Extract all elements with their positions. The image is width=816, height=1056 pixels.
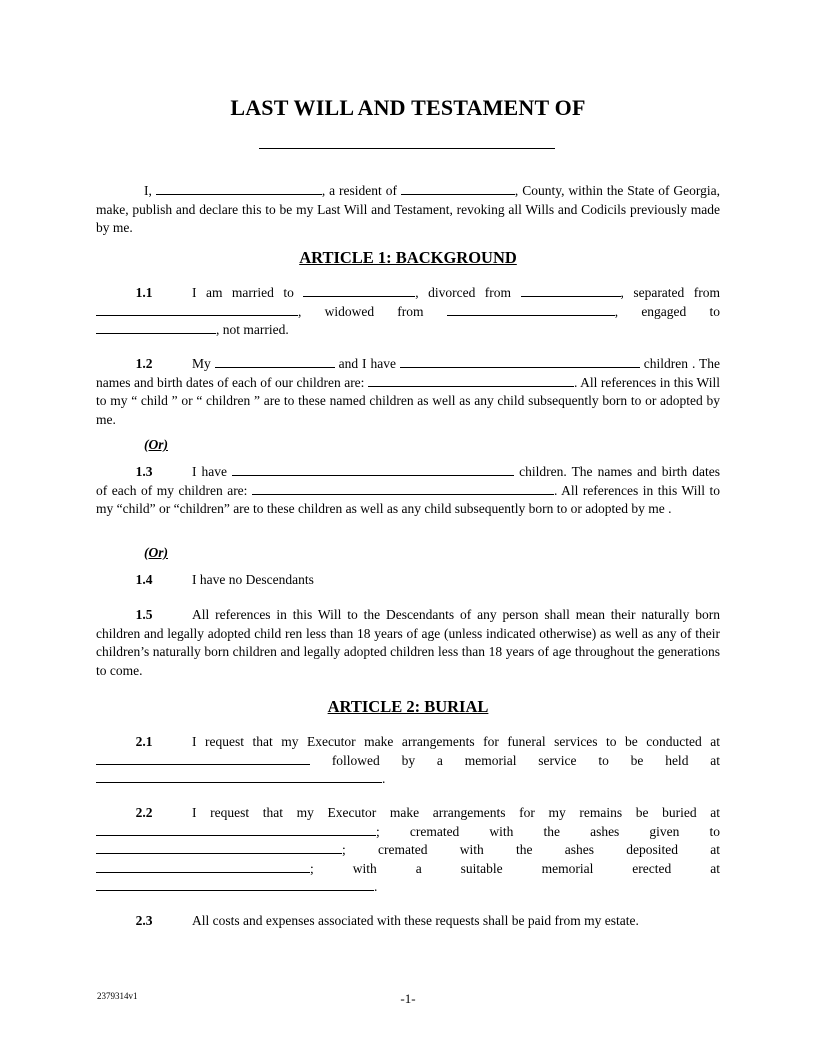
page-number: -1- [400,991,416,1006]
section-2-3 [96,912,720,931]
testator-name-field[interactable] [156,182,322,195]
article-2-heading [96,697,720,717]
section-number: 1.3 [135,464,153,479]
section-1-4 [96,571,720,590]
section-1-2-text-1: My [192,356,215,371]
engaged-to-field[interactable] [96,321,216,334]
section-1-1-text-1: I am married to [192,285,304,300]
intro-paragraph [96,182,720,238]
intro-text-2: , a resident of [321,183,401,198]
children-count-field-alt[interactable] [232,463,514,476]
section-1-2-text-3: children . The names and birth dates of each of our children are: [96,356,720,390]
section-2-2-text-5: . [374,879,378,894]
document-title: LAST WILL AND TESTAMENT OF [230,95,586,120]
section-number: 2.2 [135,805,153,820]
section-number: 1.1 [135,285,153,300]
spouse-field[interactable] [215,355,335,368]
section-2-2-text-1: I request that my Executor make arrangements for my remains be buried at [192,805,720,820]
section-1-1-text-4: , widowed from [298,303,447,319]
document-id: 2379314v1 [97,991,138,1001]
section-1-1-text-3: , separated from [620,285,720,300]
section-1-5 [96,606,720,680]
section-2-1-text-1: I request that my Executor make arrangements for funeral services to be conducted at [192,734,720,749]
burial-location-field[interactable] [96,823,376,836]
ashes-deposited-field[interactable] [96,860,310,873]
section-1-3-text-3: . All references in this Will to my “child” or “children” are to these children as well as any child subsequently born to or adopted by me . [96,482,720,516]
section-1-3-text-1: I have [192,464,233,479]
section-number: 1.2 [135,356,153,371]
section-2-1-text-2: followed by a memorial service to be held at [310,752,720,768]
section-2-2-text-3: ; cremated with the ashes deposited at [342,842,720,857]
or-separator-2: (Or) [144,545,168,560]
section-1-5-text: All references in this Will to the Descendants of any person shall mean their naturally born children and legally adopted child ren less than 18 years of age (unless indicated otherwise) as well as any of their children’s naturally born children and legally adopted children less than 18 years of age throughout the generations to come. [96,607,720,678]
section-1-1-text-5: , engaged to [614,303,720,319]
section-1-2-text-2: and I have [334,356,400,371]
memorial-erected-field[interactable] [96,878,374,891]
children-dates-field[interactable] [252,482,554,495]
section-1-2 [96,355,720,429]
or-separator-1: (Or) [144,437,168,452]
intro-text-3: , County, within the State of Georgia, make, publish and declare this to be my Last Will and Testament, revoking all Wills and Codicils previously made by me. [96,183,720,235]
section-1-2-text-4: . All references in this Will to my “ child ” or “ children ” are to these named children as well as any child subsequently born to or adopted by me. [96,374,721,427]
testator-name-blank[interactable] [259,148,555,149]
section-2-1-text-3: . [382,771,386,786]
section-2-2 [96,804,720,897]
children-names-field[interactable] [368,374,574,387]
section-2-1 [96,733,720,789]
section-1-1-text-2: , divorced from [415,285,521,300]
intro-text-1: I, [144,183,156,198]
article-2-heading-text: ARTICLE 2: BURIAL [327,697,489,716]
section-2-2-text-2: ; cremated with the ashes given to [376,823,720,839]
article-1-heading-text: ARTICLE 1: BACKGROUND [299,248,517,267]
county-field[interactable] [401,182,515,195]
article-1-heading [96,248,720,268]
section-1-3-text-2: children. The names and birth dates of each of my children are: [96,464,720,498]
memorial-location-field[interactable] [96,770,382,783]
ashes-given-to-field[interactable] [96,841,342,854]
section-1-3 [96,463,720,519]
widowed-from-field[interactable] [447,303,615,316]
section-2-3-text: All costs and expenses associated with these requests shall be paid from my estate. [192,913,639,928]
section-number: 1.4 [135,572,153,587]
separated-from-field[interactable] [96,303,298,316]
section-number: 1.5 [135,607,153,622]
married-to-field[interactable] [303,284,415,297]
section-1-1 [96,284,720,340]
section-1-4-text: I have no Descendants [192,572,314,587]
children-count-field[interactable] [400,355,640,368]
section-number: 2.1 [135,734,153,749]
section-1-1-text-6: , not married. [216,322,289,337]
funeral-location-field[interactable] [96,752,310,765]
divorced-from-field[interactable] [521,284,621,297]
section-2-2-text-4: ; with a suitable memorial erected at [310,860,720,876]
section-number: 2.3 [135,913,153,928]
